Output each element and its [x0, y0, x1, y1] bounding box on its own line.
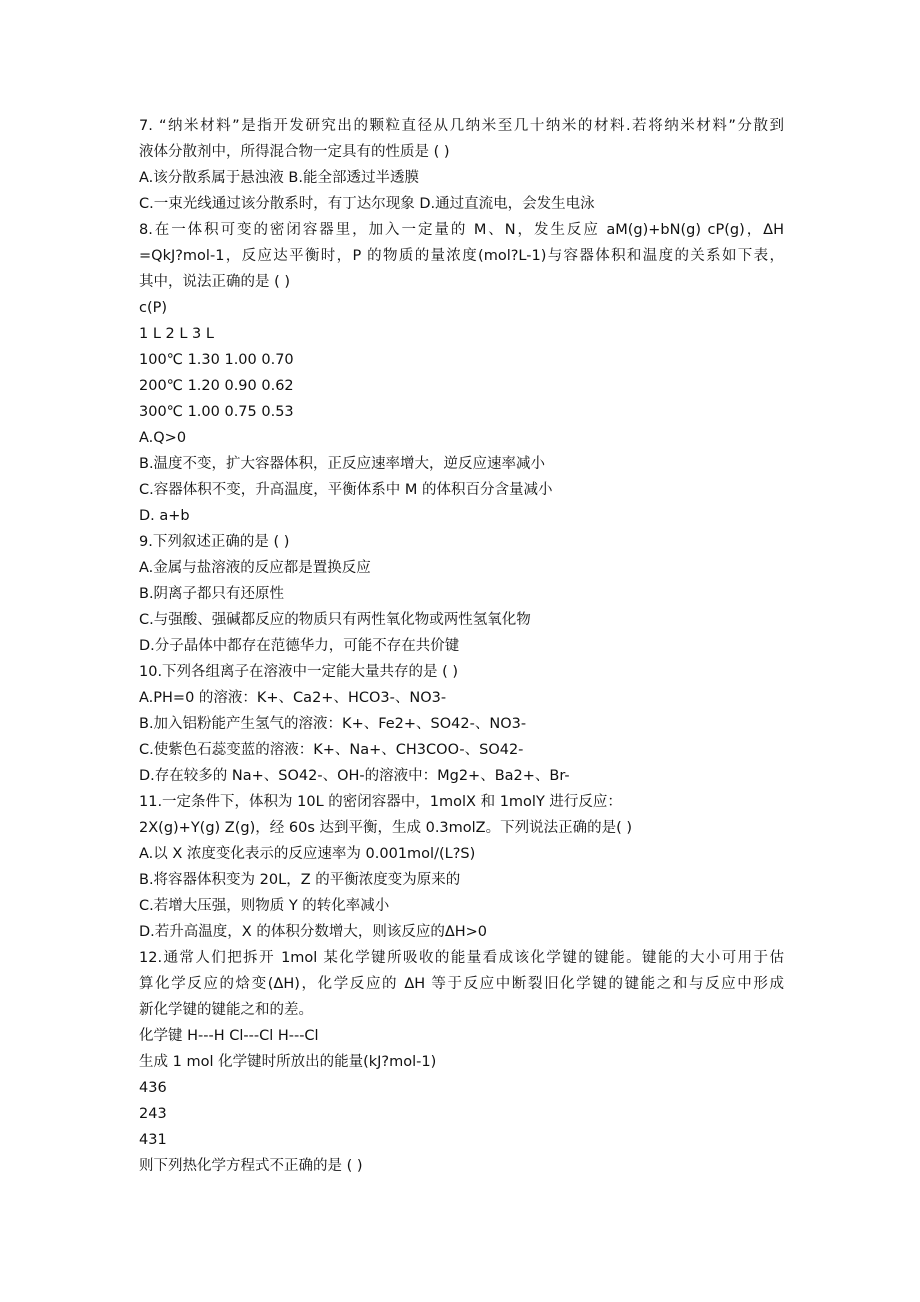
- q12-value-cl-cl: 243: [139, 1106, 167, 1122]
- q11-option-d: D.若升高温度，X 的体积分数增大，则该反应的ΔH>0: [139, 924, 488, 940]
- q10-stem: 10.下列各组离子在溶液中一定能大量共存的是 ( ): [139, 664, 459, 680]
- q12-table-header: 化学键 H---H Cl---Cl H---Cl: [139, 1028, 319, 1044]
- q12-stem-line-1: 12.通常人们把拆开 1mol 某化学键所吸收的能量看成该化学键的键能。键能的大小可用于估: [139, 950, 784, 966]
- q7-options-ab: A.该分散系属于悬浊液 B.能全部透过半透膜: [139, 170, 419, 186]
- q10-option-c: C.使紫色石蕊变蓝的溶液：K+、Na+、CH3COO-、SO42-: [139, 742, 524, 758]
- q9-option-a: A.金属与盐溶液的反应都是置换反应: [139, 560, 371, 576]
- q8-option-b: B.温度不变，扩大容器体积，正反应速率增大，逆反应速率减小: [139, 456, 546, 472]
- document-page: [139, 113, 784, 1179]
- q12-stem-line-3: 新化学键的键能之和的差。: [139, 1002, 313, 1018]
- q12-stem-line-2: 算化学反应的焓变(ΔH)，化学反应的 ΔH 等于反应中断裂旧化学键的键能之和与反应中形成: [139, 976, 784, 992]
- q12-table-row-label: 生成 1 mol 化学键时所放出的能量(kJ?mol-1): [139, 1054, 437, 1070]
- q8-option-c: C.容器体积不变，升高温度，平衡体系中 M 的体积百分含量减小: [139, 482, 553, 498]
- q9-stem: 9.下列叙述正确的是 ( ): [139, 534, 290, 550]
- q8-stem-line-1: 8.在一体积可变的密闭容器里，加入一定量的 M、N，发生反应 aM(g)+bN(g) cP(g)，ΔH: [139, 222, 784, 238]
- q7-stem-line-1: 7. “纳米材料”是指开发研究出的颗粒直径从几纳米至几十纳米的材料.若将纳米材料”分散到: [139, 118, 784, 134]
- q8-table-title: c(P): [139, 300, 168, 316]
- q7-options-cd: C.一束光线通过该分散系时，有丁达尔现象 D.通过直流电，会发生电泳: [139, 196, 595, 212]
- q8-stem-line-3: 其中，说法正确的是 ( ): [139, 274, 291, 290]
- q12-value-h-h: 436: [139, 1080, 167, 1096]
- q8-table-row-200: 200℃ 1.20 0.90 0.62: [139, 378, 294, 394]
- q12-value-h-cl: 431: [139, 1132, 167, 1148]
- q9-option-b: B.阴离子都只有还原性: [139, 586, 285, 602]
- q8-table-row-100: 100℃ 1.30 1.00 0.70: [139, 352, 294, 368]
- q11-option-a: A.以 X 浓度变化表示的反应速率为 0.001mol/(L?S): [139, 846, 476, 862]
- q11-stem-line-1: 11.一定条件下，体积为 10L 的密闭容器中，1molX 和 1molY 进行反应：: [139, 794, 622, 810]
- q9-option-c: C.与强酸、强碱都反应的物质只有两性氧化物或两性氢氧化物: [139, 612, 531, 628]
- q11-stem-line-2: 2X(g)+Y(g) Z(g)，经 60s 达到平衡，生成 0.3molZ。下列说法正确的是( ): [139, 820, 633, 836]
- q11-option-c: C.若增大压强，则物质 Y 的转化率减小: [139, 898, 390, 914]
- q8-option-d: D. a+b: [139, 508, 190, 524]
- q8-stem-line-2: =QkJ?mol-1，反应达平衡时，P 的物质的量浓度(mol?L-1)与容器体积和温度的关系如下表，: [139, 248, 784, 264]
- q10-option-b: B.加入铝粉能产生氢气的溶液：K+、Fe2+、SO42-、NO3-: [139, 716, 527, 732]
- q9-option-d: D.分子晶体中都存在范德华力，可能不存在共价键: [139, 638, 460, 654]
- q11-option-b: B.将容器体积变为 20L，Z 的平衡浓度变为原来的: [139, 872, 461, 888]
- q8-table-row-300: 300℃ 1.00 0.75 0.53: [139, 404, 294, 420]
- q7-stem-line-2: 液体分散剂中，所得混合物一定具有的性质是 ( ): [139, 144, 450, 160]
- q12-prompt: 则下列热化学方程式不正确的是 ( ): [139, 1158, 363, 1174]
- q10-option-a: A.PH=0 的溶液：K+、Ca2+、HCO3-、NO3-: [139, 690, 447, 706]
- q8-table-header: 1 L 2 L 3 L: [139, 326, 214, 342]
- q10-option-d: D.存在较多的 Na+、SO42-、OH-的溶液中：Mg2+、Ba2+、Br-: [139, 768, 570, 784]
- q8-option-a: A.Q>0: [139, 430, 187, 446]
